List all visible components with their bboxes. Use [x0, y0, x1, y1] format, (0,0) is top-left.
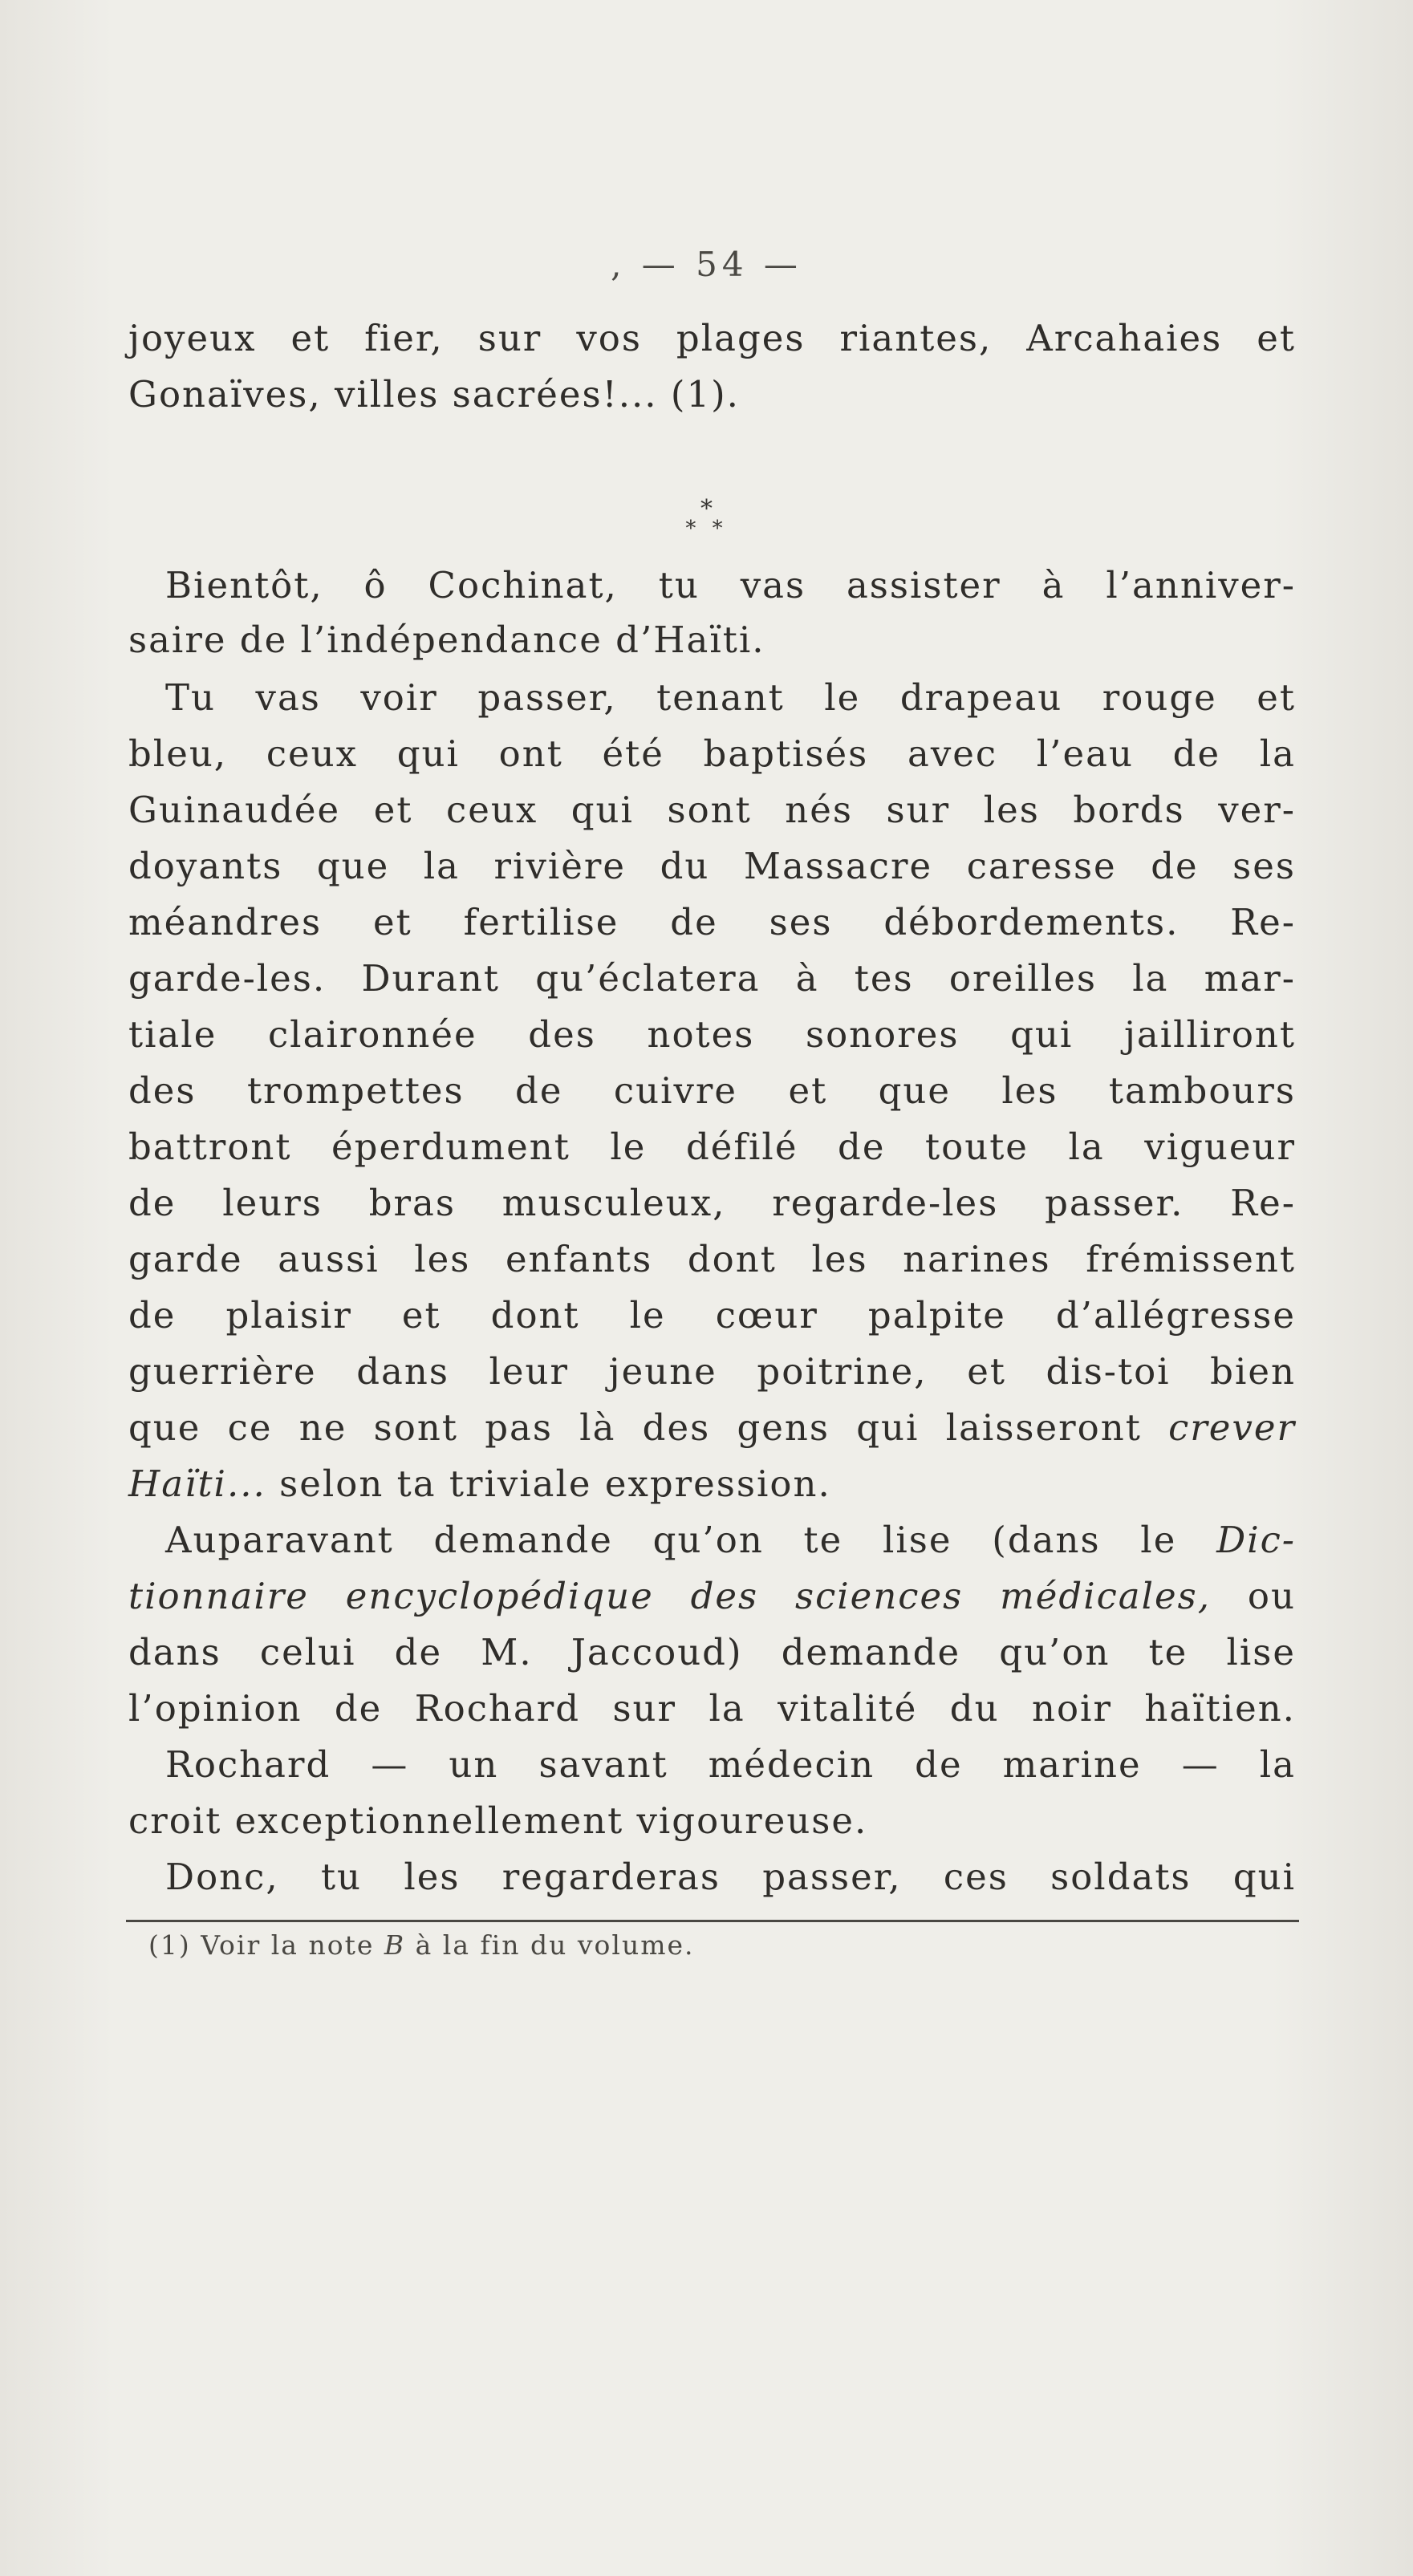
text-line-21 [128, 1572, 1296, 1621]
footnote-italic-letter: B [384, 1929, 406, 1961]
text-line-22: dans celui de M. Jaccoud) demande qu’on te lise [128, 1631, 1296, 1673]
text-line-26: Donc, tu les regarderas passer, ces soldats qui [165, 1856, 1296, 1898]
text-line-16: de plaisir et dont le cœur palpite d’allégresse [128, 1294, 1296, 1337]
text-line-13: battront éperdument le défilé de toute la vigueur [128, 1126, 1296, 1168]
footnote-rule [126, 1920, 1299, 1922]
text-line-19 [128, 1460, 1296, 1508]
text-line-23: l’opinion de Rochard sur la vitalité du noir haïtien. [128, 1687, 1296, 1730]
text-line-21-rest: ou [1247, 1575, 1296, 1617]
text-line-5: Tu vas voir passer, tenant le drapeau rouge et [165, 676, 1296, 719]
italic-title-dictionary: tionnaire encyclopédique des sciences médicales, [128, 1575, 1212, 1617]
text-line-10: garde-les. Durant qu’éclatera à tes oreilles la mar- [128, 957, 1296, 1000]
text-line-25: croit exceptionnellement vigoureuse. [128, 1799, 868, 1842]
asterism-bottom: * * [685, 517, 728, 541]
text-line-19-rest: selon ta triviale expression. [279, 1462, 831, 1505]
italic-word-dic: Dic- [1216, 1519, 1296, 1561]
italic-word-crever: crever [1168, 1406, 1297, 1449]
text-line-8: doyants que la rivière du Massacre caresse de ses [128, 845, 1296, 887]
text-line-20 [165, 1516, 1296, 1564]
footnote-text: (1) Voir la note [148, 1929, 375, 1961]
asterism-top: * [700, 495, 713, 523]
text-line-18 [128, 1404, 1296, 1452]
text-line-14: de leurs bras musculeux, regarde-les passer. Re- [128, 1182, 1296, 1224]
text-line-7: Guinaudée et ceux qui sont nés sur les bords ver- [128, 789, 1296, 831]
text-line-11: tiale claironnée des notes sonores qui jailliront [128, 1013, 1296, 1056]
text-line-2: Gonaïves, villes sacrées!... (1). [128, 373, 740, 416]
text-line-1: joyeux et fier, sur vos plages riantes, Arcahaies et [128, 317, 1296, 359]
text-line-12: des trompettes de cuivre et que les tambours [128, 1069, 1296, 1112]
footnote-rest: à la fin du volume. [415, 1929, 695, 1961]
text-line-24: Rochard — un savant médecin de marine — la [165, 1743, 1296, 1786]
text-line-9: méandres et fertilise de ses débordements. Re- [128, 901, 1296, 943]
italic-word-haiti: Haïti... [128, 1462, 266, 1505]
footnote [148, 1929, 695, 1961]
text-line-4: saire de l’indépendance d’Haïti. [128, 619, 765, 661]
text-line-18-main: que ce ne sont pas là des gens qui laisseront [128, 1406, 1142, 1449]
text-line-17: guerrière dans leur jeune poitrine, et dis-toi bien [128, 1350, 1296, 1393]
text-line-20-main: Auparavant demande qu’on te lise (dans le [165, 1519, 1177, 1561]
text-line-3: Bientôt, ô Cochinat, tu vas assister à l’anniver- [165, 564, 1296, 606]
text-line-15: garde aussi les enfants dont les narines frémissent [128, 1238, 1296, 1280]
page-number: , — 54 — [611, 245, 802, 284]
text-line-6: bleu, ceux qui ont été baptisés avec l’eau de la [128, 732, 1296, 775]
